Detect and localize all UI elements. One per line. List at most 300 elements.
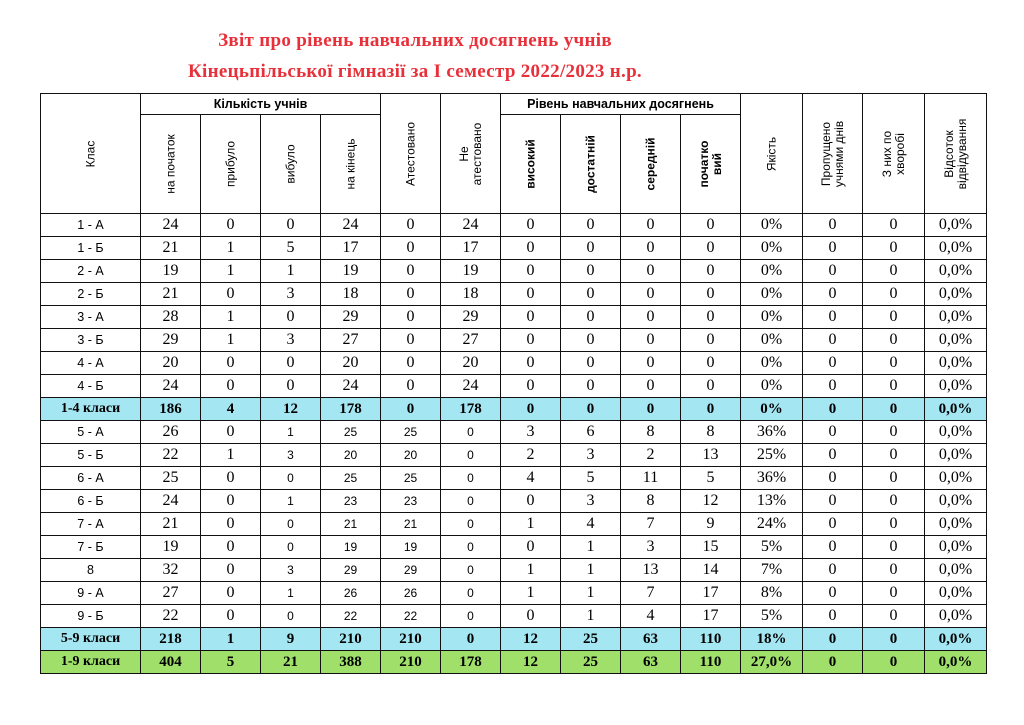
- cell-attendance: 0,0%: [925, 237, 987, 260]
- cell-class: 3 - Б: [41, 329, 141, 352]
- cell-class: 1 - Б: [41, 237, 141, 260]
- cell-attested: 0: [381, 237, 441, 260]
- cell-sufficient: 0: [561, 329, 621, 352]
- cell-arrived: 0: [201, 467, 261, 490]
- cell-sick: 0: [863, 375, 925, 398]
- table-row: [41, 559, 987, 582]
- cell-attendance: 0,0%: [925, 628, 987, 651]
- cell-sick: 0: [863, 398, 925, 421]
- cell-start: 20: [141, 352, 201, 375]
- subtotal-row: [41, 628, 987, 651]
- cell-medium: 0: [621, 375, 681, 398]
- cell-initial: 0: [681, 214, 741, 237]
- cell-missed: 0: [803, 513, 863, 536]
- cell-attested: 0: [381, 306, 441, 329]
- cell-quality: 25%: [741, 444, 803, 467]
- cell-attendance: 0,0%: [925, 375, 987, 398]
- cell-start: 27: [141, 582, 201, 605]
- cell-attendance: 0,0%: [925, 260, 987, 283]
- cell-high: 0: [501, 237, 561, 260]
- cell-class: 3 - А: [41, 306, 141, 329]
- header-medium: середній: [621, 115, 681, 214]
- cell-high: 3: [501, 421, 561, 444]
- cell-left: 0: [261, 513, 321, 536]
- cell-medium: 7: [621, 513, 681, 536]
- cell-sick: 0: [863, 329, 925, 352]
- cell-class: 5 - Б: [41, 444, 141, 467]
- cell-initial: 0: [681, 352, 741, 375]
- cell-attendance: 0,0%: [925, 444, 987, 467]
- cell-sick: 0: [863, 306, 925, 329]
- cell-missed: 0: [803, 283, 863, 306]
- cell-class: 7 - А: [41, 513, 141, 536]
- cell-attested: 0: [381, 214, 441, 237]
- cell-left: 1: [261, 421, 321, 444]
- cell-sick: 0: [863, 444, 925, 467]
- cell-high: 0: [501, 260, 561, 283]
- table-row: [41, 283, 987, 306]
- cell-high: 1: [501, 582, 561, 605]
- cell-quality: 5%: [741, 536, 803, 559]
- cell-end: 388: [321, 651, 381, 674]
- cell-medium: 0: [621, 214, 681, 237]
- cell-attested: 0: [381, 375, 441, 398]
- header-arrived: прибуло: [201, 115, 261, 214]
- cell-missed: 0: [803, 467, 863, 490]
- cell-end: 27: [321, 329, 381, 352]
- cell-initial: 17: [681, 605, 741, 628]
- cell-high: 0: [501, 536, 561, 559]
- cell-not-attested: 20: [441, 352, 501, 375]
- cell-missed: 0: [803, 260, 863, 283]
- header-sufficient: достатній: [561, 115, 621, 214]
- cell-sufficient: 3: [561, 490, 621, 513]
- header-quality: Якість: [741, 94, 803, 214]
- cell-quality: 0%: [741, 329, 803, 352]
- cell-not-attested: 178: [441, 651, 501, 674]
- cell-initial: 9: [681, 513, 741, 536]
- cell-initial: 15: [681, 536, 741, 559]
- cell-end: 21: [321, 513, 381, 536]
- cell-quality: 0%: [741, 260, 803, 283]
- cell-high: 0: [501, 306, 561, 329]
- cell-medium: 0: [621, 398, 681, 421]
- cell-attested: 20: [381, 444, 441, 467]
- table-row: [41, 444, 987, 467]
- cell-attested: 0: [381, 329, 441, 352]
- cell-left: 3: [261, 444, 321, 467]
- cell-sufficient: 0: [561, 237, 621, 260]
- cell-initial: 0: [681, 260, 741, 283]
- cell-arrived: 1: [201, 628, 261, 651]
- cell-medium: 8: [621, 490, 681, 513]
- cell-class: 5-9 класи: [41, 628, 141, 651]
- cell-attendance: 0,0%: [925, 651, 987, 674]
- cell-sick: 0: [863, 582, 925, 605]
- cell-end: 19: [321, 260, 381, 283]
- cell-attendance: 0,0%: [925, 283, 987, 306]
- cell-arrived: 4: [201, 398, 261, 421]
- cell-medium: 63: [621, 628, 681, 651]
- cell-start: 21: [141, 283, 201, 306]
- cell-missed: 0: [803, 237, 863, 260]
- cell-sick: 0: [863, 352, 925, 375]
- cell-initial: 14: [681, 559, 741, 582]
- cell-class: 1 - А: [41, 214, 141, 237]
- cell-high: 2: [501, 444, 561, 467]
- cell-medium: 4: [621, 605, 681, 628]
- cell-medium: 2: [621, 444, 681, 467]
- cell-not-attested: 0: [441, 467, 501, 490]
- cell-start: 25: [141, 467, 201, 490]
- cell-left: 12: [261, 398, 321, 421]
- cell-end: 23: [321, 490, 381, 513]
- cell-left: 9: [261, 628, 321, 651]
- cell-sick: 0: [863, 260, 925, 283]
- cell-medium: 0: [621, 352, 681, 375]
- header-not-attested: Не атестовано: [441, 94, 501, 214]
- cell-sick: 0: [863, 651, 925, 674]
- table-row: [41, 582, 987, 605]
- total-row: [41, 651, 987, 674]
- cell-left: 0: [261, 605, 321, 628]
- cell-missed: 0: [803, 398, 863, 421]
- cell-sufficient: 4: [561, 513, 621, 536]
- cell-attested: 21: [381, 513, 441, 536]
- cell-class: 8: [41, 559, 141, 582]
- table-row: [41, 605, 987, 628]
- header-initial: початко вий: [681, 115, 741, 214]
- cell-sufficient: 1: [561, 559, 621, 582]
- cell-sick: 0: [863, 490, 925, 513]
- cell-class: 9 - Б: [41, 605, 141, 628]
- cell-missed: 0: [803, 582, 863, 605]
- cell-sufficient: 0: [561, 375, 621, 398]
- cell-medium: 0: [621, 329, 681, 352]
- cell-high: 0: [501, 352, 561, 375]
- cell-class: 1-9 класи: [41, 651, 141, 674]
- cell-left: 3: [261, 329, 321, 352]
- cell-initial: 0: [681, 398, 741, 421]
- cell-not-attested: 19: [441, 260, 501, 283]
- cell-start: 19: [141, 260, 201, 283]
- cell-sick: 0: [863, 559, 925, 582]
- cell-end: 17: [321, 237, 381, 260]
- cell-sufficient: 0: [561, 306, 621, 329]
- cell-left: 1: [261, 260, 321, 283]
- cell-arrived: 1: [201, 237, 261, 260]
- cell-arrived: 1: [201, 329, 261, 352]
- cell-attested: 0: [381, 260, 441, 283]
- cell-sufficient: 5: [561, 467, 621, 490]
- subtotal-row: [41, 398, 987, 421]
- cell-missed: 0: [803, 536, 863, 559]
- cell-start: 404: [141, 651, 201, 674]
- cell-start: 28: [141, 306, 201, 329]
- cell-sufficient: 0: [561, 214, 621, 237]
- table-row: [41, 260, 987, 283]
- cell-quality: 0%: [741, 398, 803, 421]
- header-attested: Атестовано: [381, 94, 441, 214]
- cell-arrived: 5: [201, 651, 261, 674]
- cell-arrived: 0: [201, 536, 261, 559]
- header-student-count: Кількість учнів: [141, 94, 381, 115]
- cell-class: 4 - Б: [41, 375, 141, 398]
- cell-attested: 19: [381, 536, 441, 559]
- cell-initial: 13: [681, 444, 741, 467]
- cell-arrived: 0: [201, 352, 261, 375]
- cell-quality: 0%: [741, 375, 803, 398]
- cell-end: 29: [321, 306, 381, 329]
- cell-attested: 22: [381, 605, 441, 628]
- cell-high: 0: [501, 283, 561, 306]
- cell-start: 29: [141, 329, 201, 352]
- cell-quality: 0%: [741, 283, 803, 306]
- table-row: [41, 329, 987, 352]
- cell-not-attested: 0: [441, 605, 501, 628]
- cell-left: 21: [261, 651, 321, 674]
- table-row: [41, 306, 987, 329]
- cell-initial: 0: [681, 283, 741, 306]
- cell-missed: 0: [803, 306, 863, 329]
- cell-start: 24: [141, 490, 201, 513]
- cell-medium: 13: [621, 559, 681, 582]
- header-missed-days: Пропущено учнями днів: [803, 94, 863, 214]
- cell-medium: 8: [621, 421, 681, 444]
- cell-sufficient: 25: [561, 628, 621, 651]
- cell-left: 0: [261, 375, 321, 398]
- cell-attested: 0: [381, 352, 441, 375]
- cell-not-attested: 0: [441, 559, 501, 582]
- cell-sufficient: 0: [561, 260, 621, 283]
- cell-missed: 0: [803, 214, 863, 237]
- cell-not-attested: 18: [441, 283, 501, 306]
- cell-arrived: 0: [201, 375, 261, 398]
- table-row: [41, 375, 987, 398]
- cell-attendance: 0,0%: [925, 467, 987, 490]
- cell-sick: 0: [863, 214, 925, 237]
- cell-high: 0: [501, 490, 561, 513]
- cell-left: 3: [261, 283, 321, 306]
- table-row: [41, 237, 987, 260]
- cell-initial: 0: [681, 306, 741, 329]
- cell-end: 26: [321, 582, 381, 605]
- cell-attested: 26: [381, 582, 441, 605]
- header-left: вибуло: [261, 115, 321, 214]
- cell-high: 12: [501, 651, 561, 674]
- cell-missed: 0: [803, 375, 863, 398]
- cell-medium: 3: [621, 536, 681, 559]
- cell-high: 12: [501, 628, 561, 651]
- cell-end: 210: [321, 628, 381, 651]
- cell-arrived: 0: [201, 421, 261, 444]
- cell-arrived: 0: [201, 513, 261, 536]
- cell-attendance: 0,0%: [925, 398, 987, 421]
- cell-start: 26: [141, 421, 201, 444]
- cell-not-attested: 24: [441, 214, 501, 237]
- cell-attested: 210: [381, 651, 441, 674]
- cell-not-attested: 0: [441, 490, 501, 513]
- cell-sufficient: 0: [561, 398, 621, 421]
- cell-left: 3: [261, 559, 321, 582]
- cell-start: 218: [141, 628, 201, 651]
- cell-arrived: 0: [201, 582, 261, 605]
- cell-sufficient: 1: [561, 582, 621, 605]
- cell-quality: 5%: [741, 605, 803, 628]
- cell-initial: 5: [681, 467, 741, 490]
- cell-sick: 0: [863, 513, 925, 536]
- cell-end: 24: [321, 214, 381, 237]
- cell-quality: 27,0%: [741, 651, 803, 674]
- cell-attendance: 0,0%: [925, 306, 987, 329]
- cell-end: 25: [321, 421, 381, 444]
- cell-high: 0: [501, 214, 561, 237]
- cell-initial: 8: [681, 421, 741, 444]
- header-sick-days: З них по хворобі: [863, 94, 925, 214]
- header-achievement-level: Рівень навчальних досягнень: [501, 94, 741, 115]
- cell-left: 0: [261, 214, 321, 237]
- cell-not-attested: 178: [441, 398, 501, 421]
- cell-arrived: 1: [201, 306, 261, 329]
- cell-sufficient: 0: [561, 283, 621, 306]
- cell-initial: 12: [681, 490, 741, 513]
- cell-attendance: 0,0%: [925, 329, 987, 352]
- header-start: на початок: [141, 115, 201, 214]
- cell-start: 22: [141, 444, 201, 467]
- cell-attendance: 0,0%: [925, 605, 987, 628]
- cell-missed: 0: [803, 352, 863, 375]
- cell-class: 7 - Б: [41, 536, 141, 559]
- header-end: на кінець: [321, 115, 381, 214]
- cell-medium: 63: [621, 651, 681, 674]
- cell-sick: 0: [863, 467, 925, 490]
- cell-left: 0: [261, 536, 321, 559]
- cell-high: 1: [501, 513, 561, 536]
- cell-quality: 0%: [741, 306, 803, 329]
- report-subtitle: Кінецьпільської гімназії за I семестр 2022/2023 н.р.: [187, 61, 642, 82]
- cell-end: 24: [321, 375, 381, 398]
- cell-arrived: 0: [201, 490, 261, 513]
- cell-attested: 210: [381, 628, 441, 651]
- cell-missed: 0: [803, 605, 863, 628]
- table-row: [41, 214, 987, 237]
- cell-attendance: 0,0%: [925, 421, 987, 444]
- cell-sufficient: 1: [561, 536, 621, 559]
- cell-medium: 0: [621, 283, 681, 306]
- cell-class: 2 - А: [41, 260, 141, 283]
- cell-class: 6 - Б: [41, 490, 141, 513]
- cell-sick: 0: [863, 628, 925, 651]
- cell-arrived: 0: [201, 214, 261, 237]
- cell-quality: 0%: [741, 352, 803, 375]
- cell-start: 24: [141, 214, 201, 237]
- cell-arrived: 1: [201, 260, 261, 283]
- cell-left: 5: [261, 237, 321, 260]
- cell-attendance: 0,0%: [925, 536, 987, 559]
- cell-class: 2 - Б: [41, 283, 141, 306]
- cell-class: 4 - А: [41, 352, 141, 375]
- cell-missed: 0: [803, 559, 863, 582]
- cell-not-attested: 0: [441, 444, 501, 467]
- cell-initial: 17: [681, 582, 741, 605]
- cell-end: 20: [321, 444, 381, 467]
- cell-sick: 0: [863, 536, 925, 559]
- cell-left: 0: [261, 306, 321, 329]
- cell-not-attested: 0: [441, 513, 501, 536]
- cell-sufficient: 3: [561, 444, 621, 467]
- header-attendance: Відсоток відвідування: [925, 94, 987, 214]
- cell-quality: 13%: [741, 490, 803, 513]
- cell-not-attested: 0: [441, 582, 501, 605]
- cell-initial: 0: [681, 329, 741, 352]
- cell-end: 18: [321, 283, 381, 306]
- cell-attested: 25: [381, 421, 441, 444]
- cell-class: 6 - А: [41, 467, 141, 490]
- cell-missed: 0: [803, 329, 863, 352]
- cell-quality: 7%: [741, 559, 803, 582]
- table-row: [41, 513, 987, 536]
- cell-start: 24: [141, 375, 201, 398]
- cell-not-attested: 0: [441, 536, 501, 559]
- cell-attested: 0: [381, 283, 441, 306]
- table-row: [41, 490, 987, 513]
- cell-not-attested: 17: [441, 237, 501, 260]
- cell-quality: 24%: [741, 513, 803, 536]
- table-row: [41, 352, 987, 375]
- cell-initial: 0: [681, 237, 741, 260]
- cell-high: 4: [501, 467, 561, 490]
- cell-class: 5 - А: [41, 421, 141, 444]
- cell-quality: 8%: [741, 582, 803, 605]
- cell-medium: 0: [621, 237, 681, 260]
- cell-end: 22: [321, 605, 381, 628]
- cell-not-attested: 27: [441, 329, 501, 352]
- cell-arrived: 0: [201, 559, 261, 582]
- cell-start: 186: [141, 398, 201, 421]
- cell-initial: 110: [681, 651, 741, 674]
- cell-missed: 0: [803, 651, 863, 674]
- cell-arrived: 0: [201, 605, 261, 628]
- cell-high: 0: [501, 605, 561, 628]
- cell-not-attested: 24: [441, 375, 501, 398]
- cell-sick: 0: [863, 283, 925, 306]
- cell-medium: 0: [621, 260, 681, 283]
- cell-sufficient: 0: [561, 352, 621, 375]
- cell-high: 1: [501, 559, 561, 582]
- cell-attendance: 0,0%: [925, 490, 987, 513]
- cell-end: 178: [321, 398, 381, 421]
- cell-sick: 0: [863, 605, 925, 628]
- cell-medium: 11: [621, 467, 681, 490]
- cell-attendance: 0,0%: [925, 352, 987, 375]
- table-row: [41, 421, 987, 444]
- cell-initial: 0: [681, 375, 741, 398]
- cell-not-attested: 0: [441, 628, 501, 651]
- cell-quality: 36%: [741, 467, 803, 490]
- cell-start: 32: [141, 559, 201, 582]
- header-high: високий: [501, 115, 561, 214]
- cell-left: 1: [261, 582, 321, 605]
- cell-start: 21: [141, 513, 201, 536]
- cell-initial: 110: [681, 628, 741, 651]
- cell-high: 0: [501, 329, 561, 352]
- cell-left: 0: [261, 467, 321, 490]
- cell-end: 20: [321, 352, 381, 375]
- cell-not-attested: 0: [441, 421, 501, 444]
- cell-attendance: 0,0%: [925, 559, 987, 582]
- cell-class: 9 - А: [41, 582, 141, 605]
- cell-missed: 0: [803, 490, 863, 513]
